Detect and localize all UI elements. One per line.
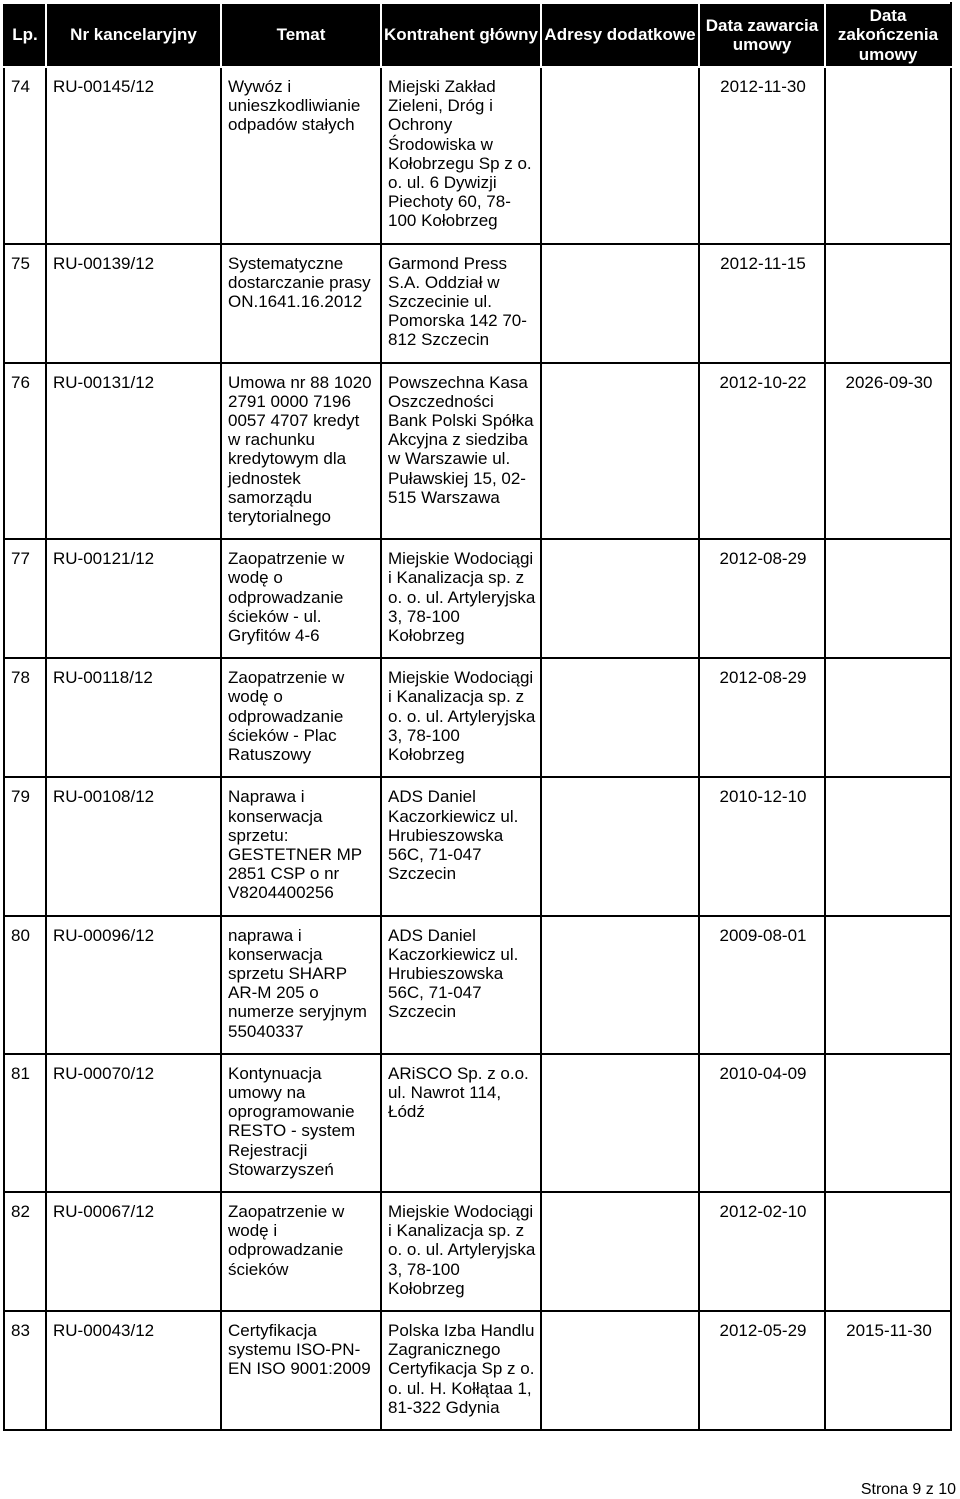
header-adresy: Adresy dodatkowe — [541, 3, 699, 67]
cell-adresy — [541, 539, 699, 658]
cell-kontrahent: ADS Daniel Kaczorkiewicz ul. Hrubieszowska 56C, 71-047 Szczecin — [381, 916, 541, 1054]
cell-nr-kancelaryjny: RU-00070/12 — [46, 1054, 221, 1192]
cell-kontrahent: Miejskie Wodociągi i Kanalizacja sp. z o. o. ul. Artyleryjska 3, 78-100 Kołobrzeg — [381, 1192, 541, 1311]
cell-data-zakonczenia: 2026-09-30 — [825, 363, 951, 540]
cell-data-zawarcia: 2012-08-29 — [699, 539, 825, 658]
cell-kontrahent: ARiSCO Sp. z o.o. ul. Nawrot 114, Łódź — [381, 1054, 541, 1192]
cell-adresy — [541, 1311, 699, 1430]
cell-data-zakonczenia — [825, 916, 951, 1054]
cell-temat: Naprawa i konserwacja sprzetu: GESTETNER MP 2851 CSP o nr V8204400256 — [221, 777, 381, 915]
cell-data-zawarcia: 2012-05-29 — [699, 1311, 825, 1430]
table-row — [4, 777, 951, 915]
table-row — [4, 67, 951, 244]
cell-lp: 75 — [4, 244, 46, 363]
table-row — [4, 916, 951, 1054]
cell-adresy — [541, 1192, 699, 1311]
cell-temat: Zaopatrzenie w wodę o odprowadzanie ścieków - Plac Ratuszowy — [221, 658, 381, 777]
cell-adresy — [541, 916, 699, 1054]
cell-lp: 81 — [4, 1054, 46, 1192]
header-nr-kancelaryjny: Nr kancelaryjny — [46, 3, 221, 67]
cell-temat: Systematyczne dostarczanie prasy ON.1641.16.2012 — [221, 244, 381, 363]
header-data-zakonczenia: Data zakończenia umowy — [825, 3, 951, 67]
cell-data-zawarcia: 2010-04-09 — [699, 1054, 825, 1192]
cell-lp: 76 — [4, 363, 46, 540]
cell-data-zawarcia: 2010-12-10 — [699, 777, 825, 915]
cell-lp: 74 — [4, 67, 46, 244]
cell-data-zawarcia: 2012-11-15 — [699, 244, 825, 363]
cell-lp: 79 — [4, 777, 46, 915]
header-temat: Temat — [221, 3, 381, 67]
cell-kontrahent: ADS Daniel Kaczorkiewicz ul. Hrubieszowska 56C, 71-047 Szczecin — [381, 777, 541, 915]
table-row — [4, 658, 951, 777]
table-row — [4, 1192, 951, 1311]
cell-data-zawarcia: 2012-02-10 — [699, 1192, 825, 1311]
cell-adresy — [541, 363, 699, 540]
cell-temat: Wywóz i unieszkodliwianie odpadów stałych — [221, 67, 381, 244]
cell-temat: Certyfikacja systemu ISO-PN-EN ISO 9001:2009 — [221, 1311, 381, 1430]
table-row — [4, 363, 951, 540]
cell-lp: 83 — [4, 1311, 46, 1430]
cell-adresy — [541, 777, 699, 915]
table-row — [4, 244, 951, 363]
cell-nr-kancelaryjny: RU-00067/12 — [46, 1192, 221, 1311]
page-number: Strona 9 z 10 — [860, 1481, 956, 1498]
header-data-zawarcia: Data zawarcia umowy — [699, 3, 825, 67]
cell-temat: Kontynuacja umowy na oprogramowanie RESTO - system Rejestracji Stowarzyszeń — [221, 1054, 381, 1192]
cell-nr-kancelaryjny: RU-00145/12 — [46, 67, 221, 244]
cell-data-zawarcia: 2012-08-29 — [699, 658, 825, 777]
cell-temat: Umowa nr 88 1020 2791 0000 7196 0057 4707 kredyt w rachunku kredytowym dla jednostek samorządu terytorialnego — [221, 363, 381, 540]
cell-adresy — [541, 658, 699, 777]
header-kontrahent: Kontrahent główny — [381, 3, 541, 67]
cell-data-zakonczenia — [825, 1054, 951, 1192]
cell-data-zawarcia: 2012-10-22 — [699, 363, 825, 540]
cell-kontrahent: Garmond Press S.A. Oddział w Szczecinie ul. Pomorska 142 70-812 Szczecin — [381, 244, 541, 363]
cell-nr-kancelaryjny: RU-00131/12 — [46, 363, 221, 540]
cell-lp: 80 — [4, 916, 46, 1054]
table-row — [4, 539, 951, 658]
cell-lp: 77 — [4, 539, 46, 658]
cell-nr-kancelaryjny: RU-00043/12 — [46, 1311, 221, 1430]
cell-data-zakonczenia — [825, 777, 951, 915]
cell-adresy — [541, 244, 699, 363]
cell-nr-kancelaryjny: RU-00108/12 — [46, 777, 221, 915]
cell-data-zakonczenia — [825, 658, 951, 777]
cell-lp: 78 — [4, 658, 46, 777]
cell-data-zakonczenia — [825, 1192, 951, 1311]
cell-data-zawarcia: 2009-08-01 — [699, 916, 825, 1054]
cell-kontrahent: Miejskie Wodociągi i Kanalizacja sp. z o. o. ul. Artyleryjska 3, 78-100 Kołobrzeg — [381, 539, 541, 658]
table-row — [4, 1311, 951, 1430]
table-header-row — [4, 3, 951, 67]
cell-nr-kancelaryjny: RU-00121/12 — [46, 539, 221, 658]
cell-nr-kancelaryjny: RU-00096/12 — [46, 916, 221, 1054]
cell-data-zakonczenia — [825, 67, 951, 244]
cell-data-zakonczenia — [825, 539, 951, 658]
cell-adresy — [541, 67, 699, 244]
cell-temat: naprawa i konserwacja sprzetu SHARP AR-M 205 o numerze seryjnym 55040337 — [221, 916, 381, 1054]
cell-adresy — [541, 1054, 699, 1192]
cell-nr-kancelaryjny: RU-00139/12 — [46, 244, 221, 363]
cell-kontrahent: Miejskie Wodociągi i Kanalizacja sp. z o. o. ul. Artyleryjska 3, 78-100 Kołobrzeg — [381, 658, 541, 777]
contracts-register-table — [3, 2, 952, 1431]
header-lp: Lp. — [4, 3, 46, 67]
cell-nr-kancelaryjny: RU-00118/12 — [46, 658, 221, 777]
cell-lp: 82 — [4, 1192, 46, 1311]
cell-data-zakonczenia — [825, 244, 951, 363]
cell-kontrahent: Polska Izba Handlu Zagranicznego Certyfikacja Sp z o. o. ul. H. Kołłątaa 1, 81-322 Gdynia — [381, 1311, 541, 1430]
cell-temat: Zaopatrzenie w wodę i odprowadzanie ścieków — [221, 1192, 381, 1311]
cell-temat: Zaopatrzenie w wodę o odprowadzanie ścieków - ul. Gryfitów 4-6 — [221, 539, 381, 658]
cell-data-zawarcia: 2012-11-30 — [699, 67, 825, 244]
table-row — [4, 1054, 951, 1192]
cell-data-zakonczenia: 2015-11-30 — [825, 1311, 951, 1430]
cell-kontrahent: Powszechna Kasa Oszczedności Bank Polski Spółka Akcyjna z siedziba w Warszawie ul. Puławskiej 15, 02-515 Warszawa — [381, 363, 541, 540]
cell-kontrahent: Miejski Zakład Zieleni, Dróg i Ochrony Środowiska w Kołobrzegu Sp z o. o. ul. 6 Dywizji Piechoty 60, 78-100 Kołobrzeg — [381, 67, 541, 244]
